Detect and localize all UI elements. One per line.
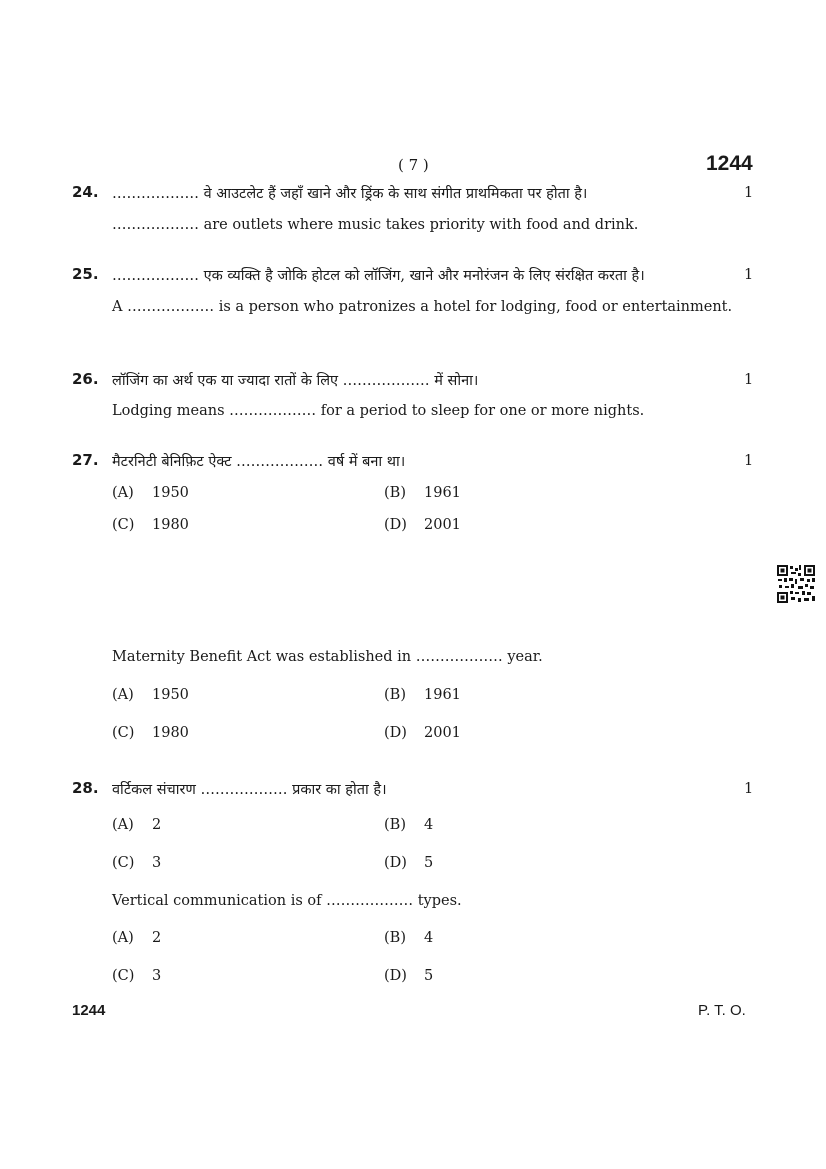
option-d: [384, 855, 433, 871]
please-turn-over: P. T. O.: [698, 1002, 746, 1019]
paper-code-footer: 1244: [72, 1002, 106, 1019]
option-label: (A): [112, 687, 134, 703]
option-value: 1950: [152, 687, 189, 703]
question-25-marks: 1: [744, 267, 754, 283]
question-number-28: 28.: [72, 779, 99, 797]
option-label: (B): [384, 930, 406, 946]
option-value: 4: [424, 817, 434, 833]
question-28-marks: 1: [744, 781, 754, 797]
option-value: 2: [152, 930, 162, 946]
option-c: [112, 725, 189, 741]
question-26-hindi: लॉजिंग का अर्थ एक या ज्यादा रातों के लिए ……………… में सोना।: [112, 373, 479, 389]
question-26-english: Lodging means ……………… for a period to sleep for one or more nights.: [112, 403, 645, 419]
option-label: (A): [112, 485, 134, 501]
option-value: 1961: [424, 485, 461, 501]
option-b: [384, 687, 461, 703]
question-24-english: ……………… are outlets where music takes priority with food and drink.: [112, 217, 639, 233]
option-value: 2001: [424, 517, 461, 533]
option-value: 1950: [152, 485, 189, 501]
option-a: [112, 687, 189, 703]
option-label: (D): [384, 855, 407, 871]
option-c: [112, 517, 189, 533]
option-c: [112, 855, 161, 871]
option-b: [384, 930, 433, 946]
question-27-hindi: मैटरनिटी बेनिफ़िट ऐक्ट ……………… वर्ष में बना था।: [112, 454, 406, 470]
qr-code: [777, 565, 815, 603]
option-label: (D): [384, 517, 407, 533]
question-28-hindi: वर्टिकल संचारण ……………… प्रकार का होता है।: [112, 782, 387, 798]
question-number-27: 27.: [72, 451, 99, 469]
option-label: (B): [384, 817, 406, 833]
option-value: 3: [152, 855, 162, 871]
option-b: [384, 485, 461, 501]
option-value: 2: [152, 817, 162, 833]
question-26-marks: 1: [744, 372, 754, 388]
option-value: 1980: [152, 725, 189, 741]
question-number-26: 26.: [72, 370, 99, 388]
question-25-english: A ……………… is a person who patronizes a hotel for lodging, food or entertainment.: [112, 299, 733, 315]
option-value: 3: [152, 968, 162, 984]
paper-code-header: 1244: [706, 152, 753, 175]
option-label: (D): [384, 725, 407, 741]
option-a: [112, 485, 189, 501]
option-value: 5: [424, 968, 434, 984]
question-28-english: Vertical communication is of ……………… types.: [112, 893, 462, 909]
question-27-marks: 1: [744, 453, 754, 469]
option-label: (C): [112, 855, 135, 871]
question-25-hindi: ……………… एक व्यक्ति है जोकि होटल को लॉजिंग, खाने और मनोरंजन के लिए संरक्षित करता है।: [112, 268, 645, 284]
option-value: 4: [424, 930, 434, 946]
question-number-24: 24.: [72, 183, 99, 201]
option-label: (B): [384, 687, 406, 703]
option-value: 2001: [424, 725, 461, 741]
option-value: 1961: [424, 687, 461, 703]
option-label: (C): [112, 517, 135, 533]
option-b: [384, 817, 433, 833]
option-label: (B): [384, 485, 406, 501]
option-d: [384, 517, 461, 533]
question-number-25: 25.: [72, 265, 99, 283]
option-label: (D): [384, 968, 407, 984]
option-value: 1980: [152, 517, 189, 533]
option-a: [112, 930, 161, 946]
option-d: [384, 968, 433, 984]
option-c: [112, 968, 161, 984]
option-a: [112, 817, 161, 833]
option-label: (A): [112, 930, 134, 946]
question-27-english: Maternity Benefit Act was established in ……………… year.: [112, 649, 543, 665]
question-24-marks: 1: [744, 185, 754, 201]
question-24-hindi: ……………… वे आउटलेट हैं जहाँ खाने और ड्रिंक के साथ संगीत प्राथमिकता पर होता है।: [112, 186, 588, 202]
option-d: [384, 725, 461, 741]
option-label: (C): [112, 968, 135, 984]
option-value: 5: [424, 855, 434, 871]
option-label: (C): [112, 725, 135, 741]
option-label: (A): [112, 817, 134, 833]
page-number: ( 7 ): [398, 156, 429, 174]
